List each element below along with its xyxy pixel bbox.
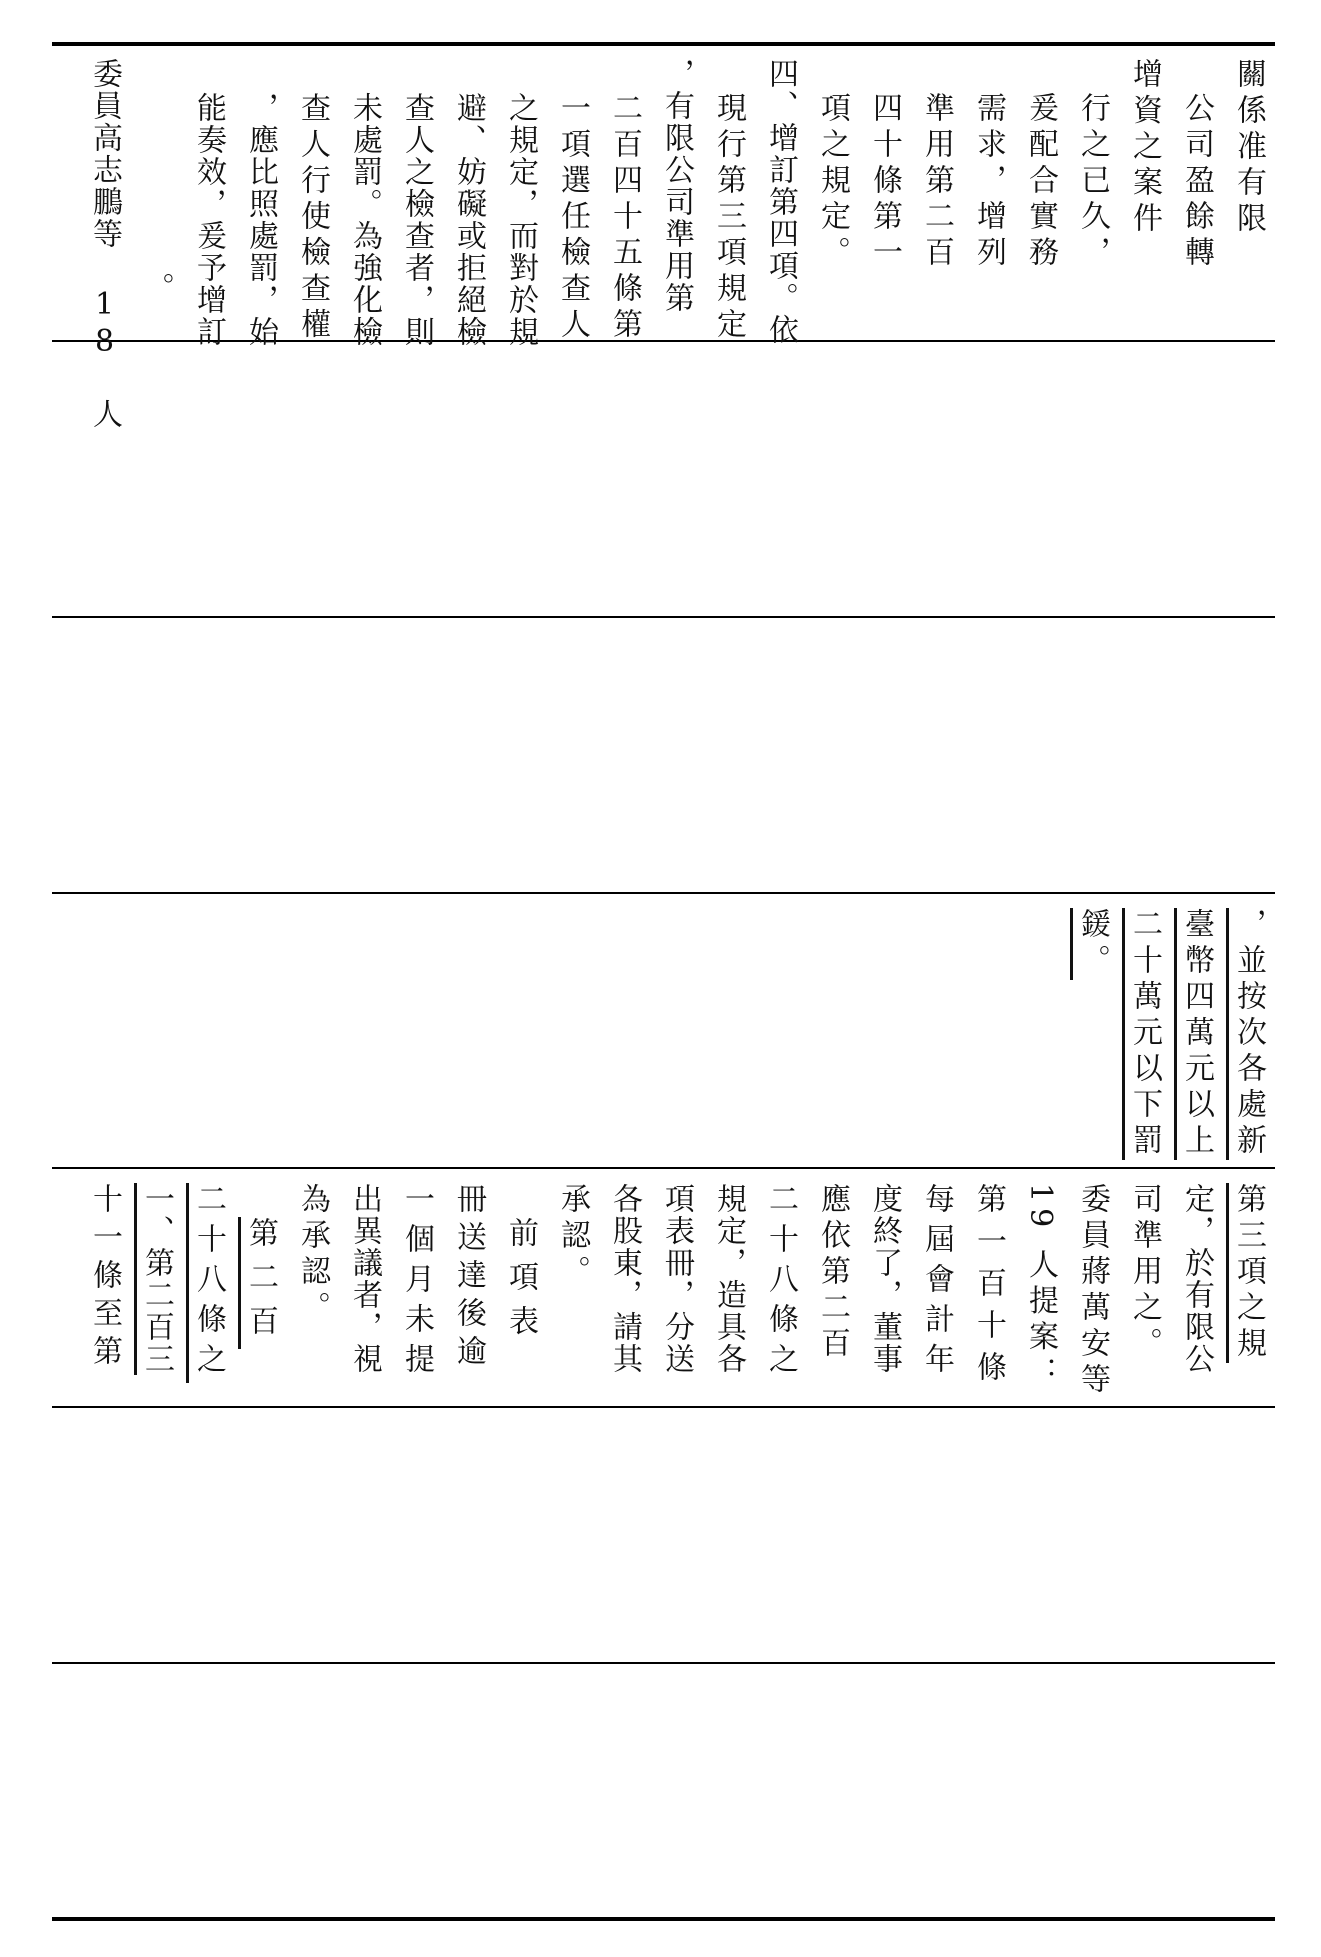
- text-column: 每屆會計年: [919, 1183, 954, 1383]
- text-column: 準用第二百: [919, 92, 954, 272]
- text-column: 二十八條之: [191, 1183, 226, 1383]
- text-column: 項之規定。: [815, 92, 850, 272]
- text-column: 為承認。: [295, 1183, 330, 1327]
- text-column: 承認。: [555, 1183, 590, 1291]
- text-column: 第三項之規: [1231, 1183, 1266, 1363]
- table-cell-proposal: [60, 1171, 1265, 1403]
- text-column: 度終了，董事: [867, 1183, 902, 1375]
- text-column: ，有限公司準用第: [659, 58, 694, 314]
- text-column: 之規定，而對於規: [503, 92, 538, 348]
- text-column: 前項表: [503, 1217, 538, 1349]
- text-column: 委員蔣萬安等: [1075, 1183, 1110, 1399]
- text-column: 冊送達後逾: [451, 1183, 486, 1373]
- text-column: 一、第二百三: [139, 1183, 174, 1375]
- text-column: 第二百: [243, 1217, 278, 1349]
- text-column: 四十條第一: [867, 92, 902, 272]
- text-column: 十一條至第: [87, 1183, 122, 1373]
- text-column: 項表冊，分送: [659, 1183, 694, 1375]
- text-column: 行之已久，: [1075, 92, 1110, 272]
- text-column: 第一百十條: [971, 1183, 1006, 1393]
- text-column: ，並按次各處新: [1231, 908, 1266, 1160]
- text-column: 公司盈餘轉: [1179, 92, 1214, 272]
- text-column: 鍰。: [1075, 908, 1110, 980]
- text-column: ，應比照處罰，始: [243, 92, 278, 348]
- row-divider-3: [52, 892, 1275, 894]
- text-column: 規定，造具各: [711, 1183, 746, 1375]
- table-cell-explanation: [60, 46, 1266, 430]
- text-column: 一個月未提: [399, 1183, 434, 1383]
- text-column: 爰配合實務: [1023, 92, 1058, 272]
- text-column: 19 人提案：: [1023, 1183, 1058, 1393]
- text-column: 司準用之。: [1127, 1183, 1162, 1363]
- text-column: 二百四十五條第: [607, 92, 642, 344]
- text-column: 。: [139, 272, 174, 308]
- row-divider-5: [52, 1406, 1275, 1408]
- table-cell-amended-text: [60, 896, 1265, 1164]
- text-column: 能奏效，爰予增訂: [191, 92, 226, 348]
- text-column: 關係准有限: [1231, 58, 1266, 238]
- text-column: 增資之案件: [1127, 58, 1162, 238]
- text-column: 定，於有限公: [1179, 1183, 1214, 1375]
- bottom-rule: [52, 1917, 1275, 1921]
- text-column: 委員高志鵬等 18 人: [87, 58, 122, 430]
- row-divider-1: [52, 340, 1275, 342]
- text-column: 四、增訂第四項。依: [763, 58, 798, 346]
- text-column: 二十八條之: [763, 1183, 798, 1383]
- text-column: 應依第二百: [815, 1183, 850, 1363]
- text-column: 一項選任檢查人: [555, 92, 590, 344]
- row-divider-2: [52, 616, 1275, 618]
- row-divider-6: [52, 1662, 1275, 1664]
- text-column: 二十萬元以下罰: [1127, 908, 1162, 1160]
- text-column: 避、妨礙或拒絕檢: [451, 92, 486, 348]
- text-column: 未處罰。為強化檢: [347, 92, 382, 348]
- text-column: 臺幣四萬元以上: [1179, 908, 1214, 1160]
- row-divider-4: [52, 1167, 1275, 1169]
- text-column: 查人之檢查者，則: [399, 92, 434, 348]
- text-column: 查人行使檢查權: [295, 92, 330, 344]
- text-column: 各股東，請其: [607, 1183, 642, 1375]
- text-column: 需求，增列: [971, 92, 1006, 272]
- text-column: 現行第三項規定: [711, 92, 746, 344]
- text-column: 出異議者，視: [347, 1183, 382, 1375]
